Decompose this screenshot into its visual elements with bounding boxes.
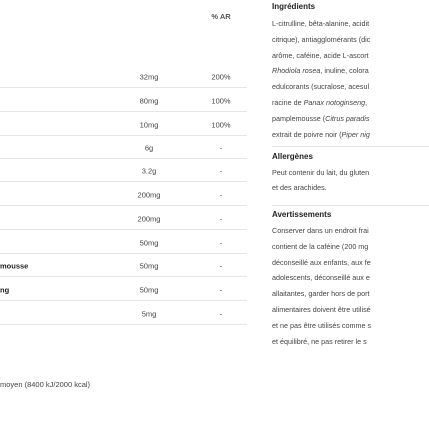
warnings-line-pre: déconseillé aux enfants, aux fe: [272, 257, 371, 267]
ingredients-line-pre: pamplemousse (: [272, 113, 326, 123]
warnings-line: [272, 321, 371, 330]
ingredients-line: [272, 19, 369, 28]
nutrient-amount: 50mg: [139, 238, 159, 248]
ingredients-line-pre: L-citrulline, bêta-alanine, acidit: [272, 19, 370, 28]
nutrient-amount: 32mg: [139, 72, 159, 82]
ingredients-line-it: Piper nig: [341, 129, 370, 139]
warnings-line-pre: allaitantes, garder hors de port: [272, 289, 370, 299]
section-divider: [272, 146, 429, 147]
table-row: [0, 137, 255, 159]
allergens-line-pre: et des arachides.: [272, 183, 327, 192]
nutrient-ar-percent: -: [219, 261, 223, 271]
row-divider: [0, 253, 247, 254]
ingredients-line-pre: extrait de poivre noir (: [272, 129, 342, 139]
ar-column-header: % AR: [211, 12, 231, 21]
allergens-line-pre: Peut contenir du lait, du gluten: [272, 168, 370, 177]
ingredients-line: [272, 114, 369, 123]
nutrient-amount: 5mg: [141, 309, 157, 319]
ingredients-line-pre: arôme, caféine, acide L-ascort: [272, 50, 369, 60]
ingredients-line: [272, 35, 370, 44]
nutrient-ar-percent: -: [219, 238, 223, 248]
ingredients-line-it: Panax notoginseng: [303, 98, 366, 107]
warnings-line: [272, 305, 371, 314]
nutrient-name: mousse: [0, 261, 29, 271]
warnings-line-pre: Conserver dans un endroit frai: [272, 226, 369, 235]
warnings-line-pre: adolescents, déconseillé aux e: [272, 273, 370, 283]
ingredients-line-post: ,: [365, 98, 368, 107]
warnings-line: [272, 337, 367, 346]
ingredients-line: [272, 82, 369, 91]
nutrient-ar-percent: -: [219, 143, 223, 153]
row-divider: [0, 205, 247, 206]
table-row: [0, 90, 255, 112]
nutrient-ar-percent: -: [219, 166, 223, 176]
ingredients-line: [272, 51, 369, 60]
nutrient-name: ng: [0, 285, 10, 295]
table-row: [0, 303, 255, 325]
ingredients-line-pre: racine de: [272, 98, 304, 107]
ingredients-line: [272, 98, 367, 107]
row-divider: [0, 181, 247, 182]
row-divider: [0, 300, 247, 301]
warnings-line: [272, 258, 371, 267]
ingredients-line-post: , inuline, colora: [320, 66, 369, 76]
table-row: [0, 208, 255, 230]
nutrient-amount: 10mg: [139, 120, 159, 130]
nutrient-ar-percent: -: [219, 214, 223, 224]
allergens-line: [272, 168, 369, 177]
nutrient-amount: 3.2g: [141, 166, 157, 176]
row-divider: [0, 229, 247, 230]
nutrient-ar-percent: -: [219, 190, 223, 200]
warnings-line-pre: alimentaires doivent être utilisé: [272, 305, 371, 314]
table-row: [0, 279, 255, 301]
warnings-title: Avertissements: [272, 210, 332, 219]
warnings-line-pre: contient de la caféine (200 mg: [272, 241, 369, 251]
table-row: [0, 66, 255, 88]
ingredients-line-it: Citrus paradis: [325, 113, 370, 123]
table-row: [0, 255, 255, 277]
nutrient-ar-percent: 100%: [211, 120, 231, 130]
allergens-line: [272, 183, 327, 192]
table-row: [0, 232, 255, 254]
nutrient-amount: 200mg: [137, 190, 161, 200]
nutrient-amount: 50mg: [139, 285, 159, 295]
nutrient-ar-percent: -: [219, 309, 223, 319]
ingredients-line-it: Rhodiola rosea: [272, 66, 321, 76]
table-row: [0, 184, 255, 206]
row-divider: [0, 135, 247, 136]
ingredients-line-pre: edulcorants (sucralose, acesul: [272, 82, 370, 92]
table-footnote: moyen (8400 kJ/2000 kcal): [0, 380, 91, 389]
row-divider: [0, 111, 247, 112]
warnings-line-pre: et équilibré, ne pas retirer le s: [272, 336, 367, 346]
row-divider: [0, 158, 247, 159]
table-row: [0, 160, 255, 182]
allergens-title: Allergènes: [272, 152, 313, 161]
section-divider: [272, 205, 429, 206]
nutrient-ar-percent: 100%: [211, 96, 231, 106]
warnings-line: [272, 226, 369, 235]
row-divider: [0, 324, 247, 325]
row-divider: [0, 87, 247, 88]
nutrient-amount: 50mg: [139, 261, 159, 271]
nutrient-ar-percent: -: [219, 285, 223, 295]
row-divider: [0, 276, 247, 277]
warnings-line-pre: et ne pas être utilisés comme s: [272, 320, 372, 330]
nutrient-amount: 200mg: [137, 214, 161, 224]
table-row: [0, 114, 255, 136]
warnings-line: [272, 273, 370, 282]
nutrient-amount: 6g: [144, 143, 154, 153]
nutrient-ar-percent: 200%: [211, 72, 231, 82]
product-info-panel: [264, 0, 429, 429]
warnings-line: [272, 242, 368, 251]
warnings-line: [272, 289, 370, 298]
nutrient-amount: 80mg: [139, 96, 159, 106]
ingredients-title: Ingrédients: [272, 2, 316, 11]
ingredients-line: [272, 130, 370, 139]
ingredients-line: [272, 66, 369, 75]
ingredients-line-pre: citrique), antiagglomérants (dic: [272, 34, 371, 44]
